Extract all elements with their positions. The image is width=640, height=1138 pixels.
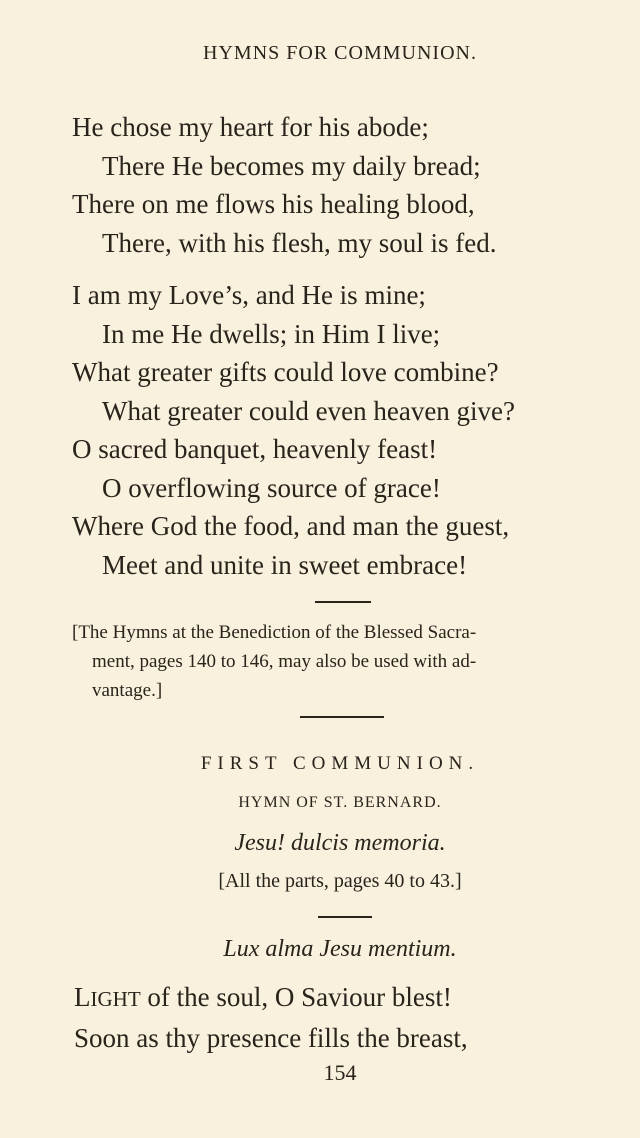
verse-line: What greater could even heaven give? <box>102 395 516 426</box>
drop-initial: L <box>74 982 91 1012</box>
editorial-note <box>72 618 620 705</box>
verse-line: In me He dwells; in Him I live; <box>102 318 441 349</box>
short-divider-rule <box>315 601 371 603</box>
verse-line: O sacred banquet, heavenly feast! <box>72 434 438 464</box>
note-line-2: ment, pages 140 to 146, may also be used with ad- <box>92 651 477 672</box>
stanza-2 <box>72 276 515 584</box>
small-caps-word: IGHT <box>90 987 141 1011</box>
verse-line: There on me flows his healing blood, <box>72 189 475 219</box>
verse-line: O overflowing source of grace! <box>102 472 441 503</box>
page-number: 154 <box>323 1060 357 1085</box>
latin-subtitle: Lux alma Jesu mentium. <box>223 936 457 962</box>
section-title: FIRST COMMUNION. <box>200 753 480 774</box>
verse-line: There, with his flesh, my soul is fed. <box>102 227 497 258</box>
verse-line: Where God the food, and man the guest, <box>72 511 510 541</box>
stanza-1 <box>72 108 496 262</box>
note-line-3: vantage.] <box>92 680 163 701</box>
stanza-3 <box>74 978 468 1057</box>
verse-line: Meet and unite in sweet embrace! <box>102 549 468 580</box>
short-divider-rule-2 <box>318 916 372 918</box>
stanza-3-line-2: Soon as thy presence fills the breast, <box>74 1022 468 1053</box>
hymn-title: HYMN OF ST. BERNARD. <box>238 794 442 811</box>
note-line-1: [The Hymns at the Benediction of the Blessed Sacra- <box>72 622 477 643</box>
stanza-3-line-1 <box>74 978 468 1019</box>
section-divider-rule <box>300 716 384 718</box>
verse-line: He chose my heart for his abode; <box>72 112 429 142</box>
latin-title: Jesu! dulcis memoria. <box>234 830 446 856</box>
verse-line: There He becomes my daily bread; <box>102 150 481 181</box>
running-head: HYMNS FOR COMMUNION. <box>203 42 477 64</box>
verse-line: What greater gifts could love combine? <box>72 357 499 387</box>
parts-note: [All the parts, pages 40 to 43.] <box>218 870 462 892</box>
verse-line: I am my Love’s, and He is mine; <box>72 280 426 310</box>
stanza-3-line-1-rest: of the soul, O Saviour blest! <box>140 982 452 1012</box>
